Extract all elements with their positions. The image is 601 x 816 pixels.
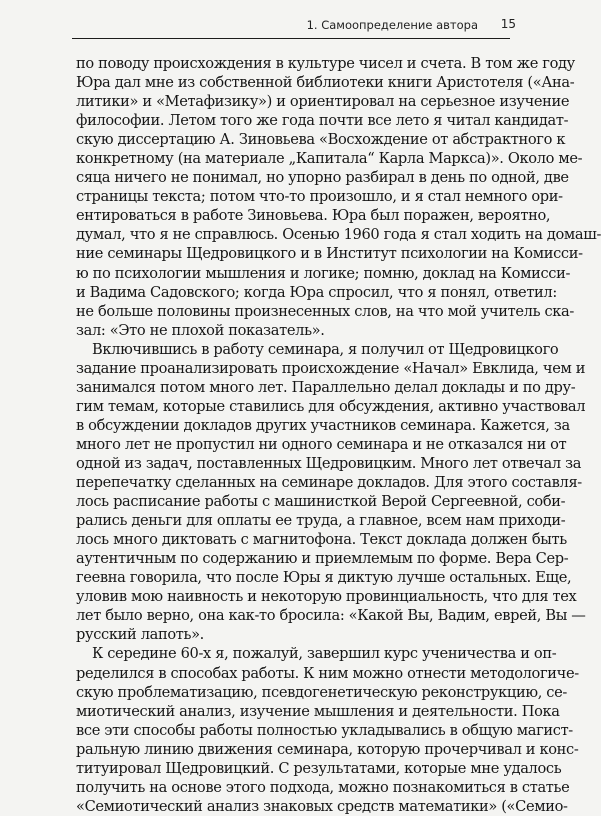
text-line: гим темам, которые ставились для обсуждения, активно участвовал [76, 397, 586, 415]
text-line: геевна говорила, что после Юры я диктую лучше остальных. Еще, [76, 569, 572, 587]
text-line: скую диссертацию А. Зиновьева «Восхождение от абстрактного к [76, 131, 566, 149]
text-line: думал, что я не справлюсь. Осенью 1960 года я стал ходить на домаш- [76, 226, 601, 244]
text-line: К середине 60-х я, пожалуй, завершил курс ученичества и оп- [92, 645, 557, 663]
text-line: по поводу происхождения в культуре чисел и счета. В том же году [76, 55, 575, 72]
text-line: миотический анализ, изучение мышления и деятельности. Пока [76, 702, 560, 720]
text-line: не больше половины произнесенных слов, на что мой учитель ска- [76, 302, 574, 320]
text-line: все эти способы работы полностью укладывались в общую магист- [76, 721, 573, 739]
running-header [72, 12, 516, 39]
text-line: сяца ничего не понимал, но упорно разбирал в день по одной, две [76, 169, 569, 187]
text-line: философии. Летом того же года почти все лето я читал кандидат- [76, 112, 569, 130]
text-line: получить на основе этого подхода, можно познакомиться в статье [76, 778, 570, 796]
text-line: ю по психологии мышления и логике; помню, доклад на Комисси- [76, 264, 571, 282]
text-line: аутентичным по содержанию и приемлемым по форме. Вера Сер- [76, 550, 569, 568]
text-line: уловив мою наивность и некоторую провинциальность, что для тех [76, 588, 577, 606]
text-line: ределился в способах работы. К ним можно отнести методологиче- [76, 664, 579, 682]
text-line: задание проанализировать происхождение «Начал» Евклида, чем и [76, 359, 586, 377]
text-line: русский лапоть». [76, 626, 204, 644]
page-number: 15 [500, 17, 516, 31]
text-line: перепечатку сделанных на семинаре докладов. Для этого составля- [76, 474, 582, 492]
text-line: страницы текста; потом что-то произошло, и я стал немного ори- [76, 188, 563, 206]
text-line: титуировал Щедровицкий. С результатами, которые мне удалось [76, 759, 562, 777]
paragraph [76, 644, 579, 815]
text-line: литики» и «Метафизику») и ориентировал на серьезное изучение [76, 93, 570, 111]
text-line: ентироваться в работе Зиновьева. Юра был поражен, вероятно, [76, 207, 551, 225]
text-line: и Вадима Садовского; когда Юра спросил, что я понял, ответил: [76, 283, 557, 301]
text-line: лось много диктовать с магнитофона. Текст доклада должен быть [76, 531, 567, 549]
text-line: много лет не пропустил ни одного семинара и не отказался ни от [76, 435, 567, 453]
text-line: конкретному (на материале „Капитала“ Карла Маркса)». Около ме- [76, 150, 583, 168]
text-line: одной из задач, поставленных Щедровицким. Много лет отвечал за [76, 454, 582, 472]
text-line: Юра дал мне из собственной библиотеки книги Аристотеля («Ана- [76, 74, 575, 92]
paragraph [76, 340, 586, 645]
chapter-title: 1. Самоопределение автора [306, 18, 478, 32]
text-line: Включившись в работу семинара, я получил от Щедровицкого [92, 340, 559, 358]
text-line: лось расписание работы с машинисткой Верой Сергеевной, соби- [76, 493, 566, 511]
text-line: «Семиотический анализ знаковых средств математики» («Семио- [76, 797, 568, 815]
paragraph [76, 54, 601, 340]
text-line: рались деньги для оплаты ее труда, а главное, всем нам приходи- [76, 512, 566, 530]
text-line: занимался потом много лет. Параллельно делал доклады и по дру- [76, 378, 576, 396]
text-line: ральную линию движения семинара, которую прочерчивал и конс- [76, 740, 579, 758]
text-line: зал: «Это не плохой показатель». [76, 321, 325, 339]
body-text [76, 54, 601, 816]
text-line: скую проблематизацию, псевдогенетическую реконструкцию, се- [76, 683, 567, 701]
text-line: в обсуждении докладов других участников семинара. Кажется, за [76, 416, 570, 434]
text-line: лет было верно, она как-то бросила: «Какой Вы, Вадим, еврей, Вы — [76, 607, 586, 625]
text-line: ние семинары Щедровицкого и в Институт психологии на Комисси- [76, 245, 583, 263]
